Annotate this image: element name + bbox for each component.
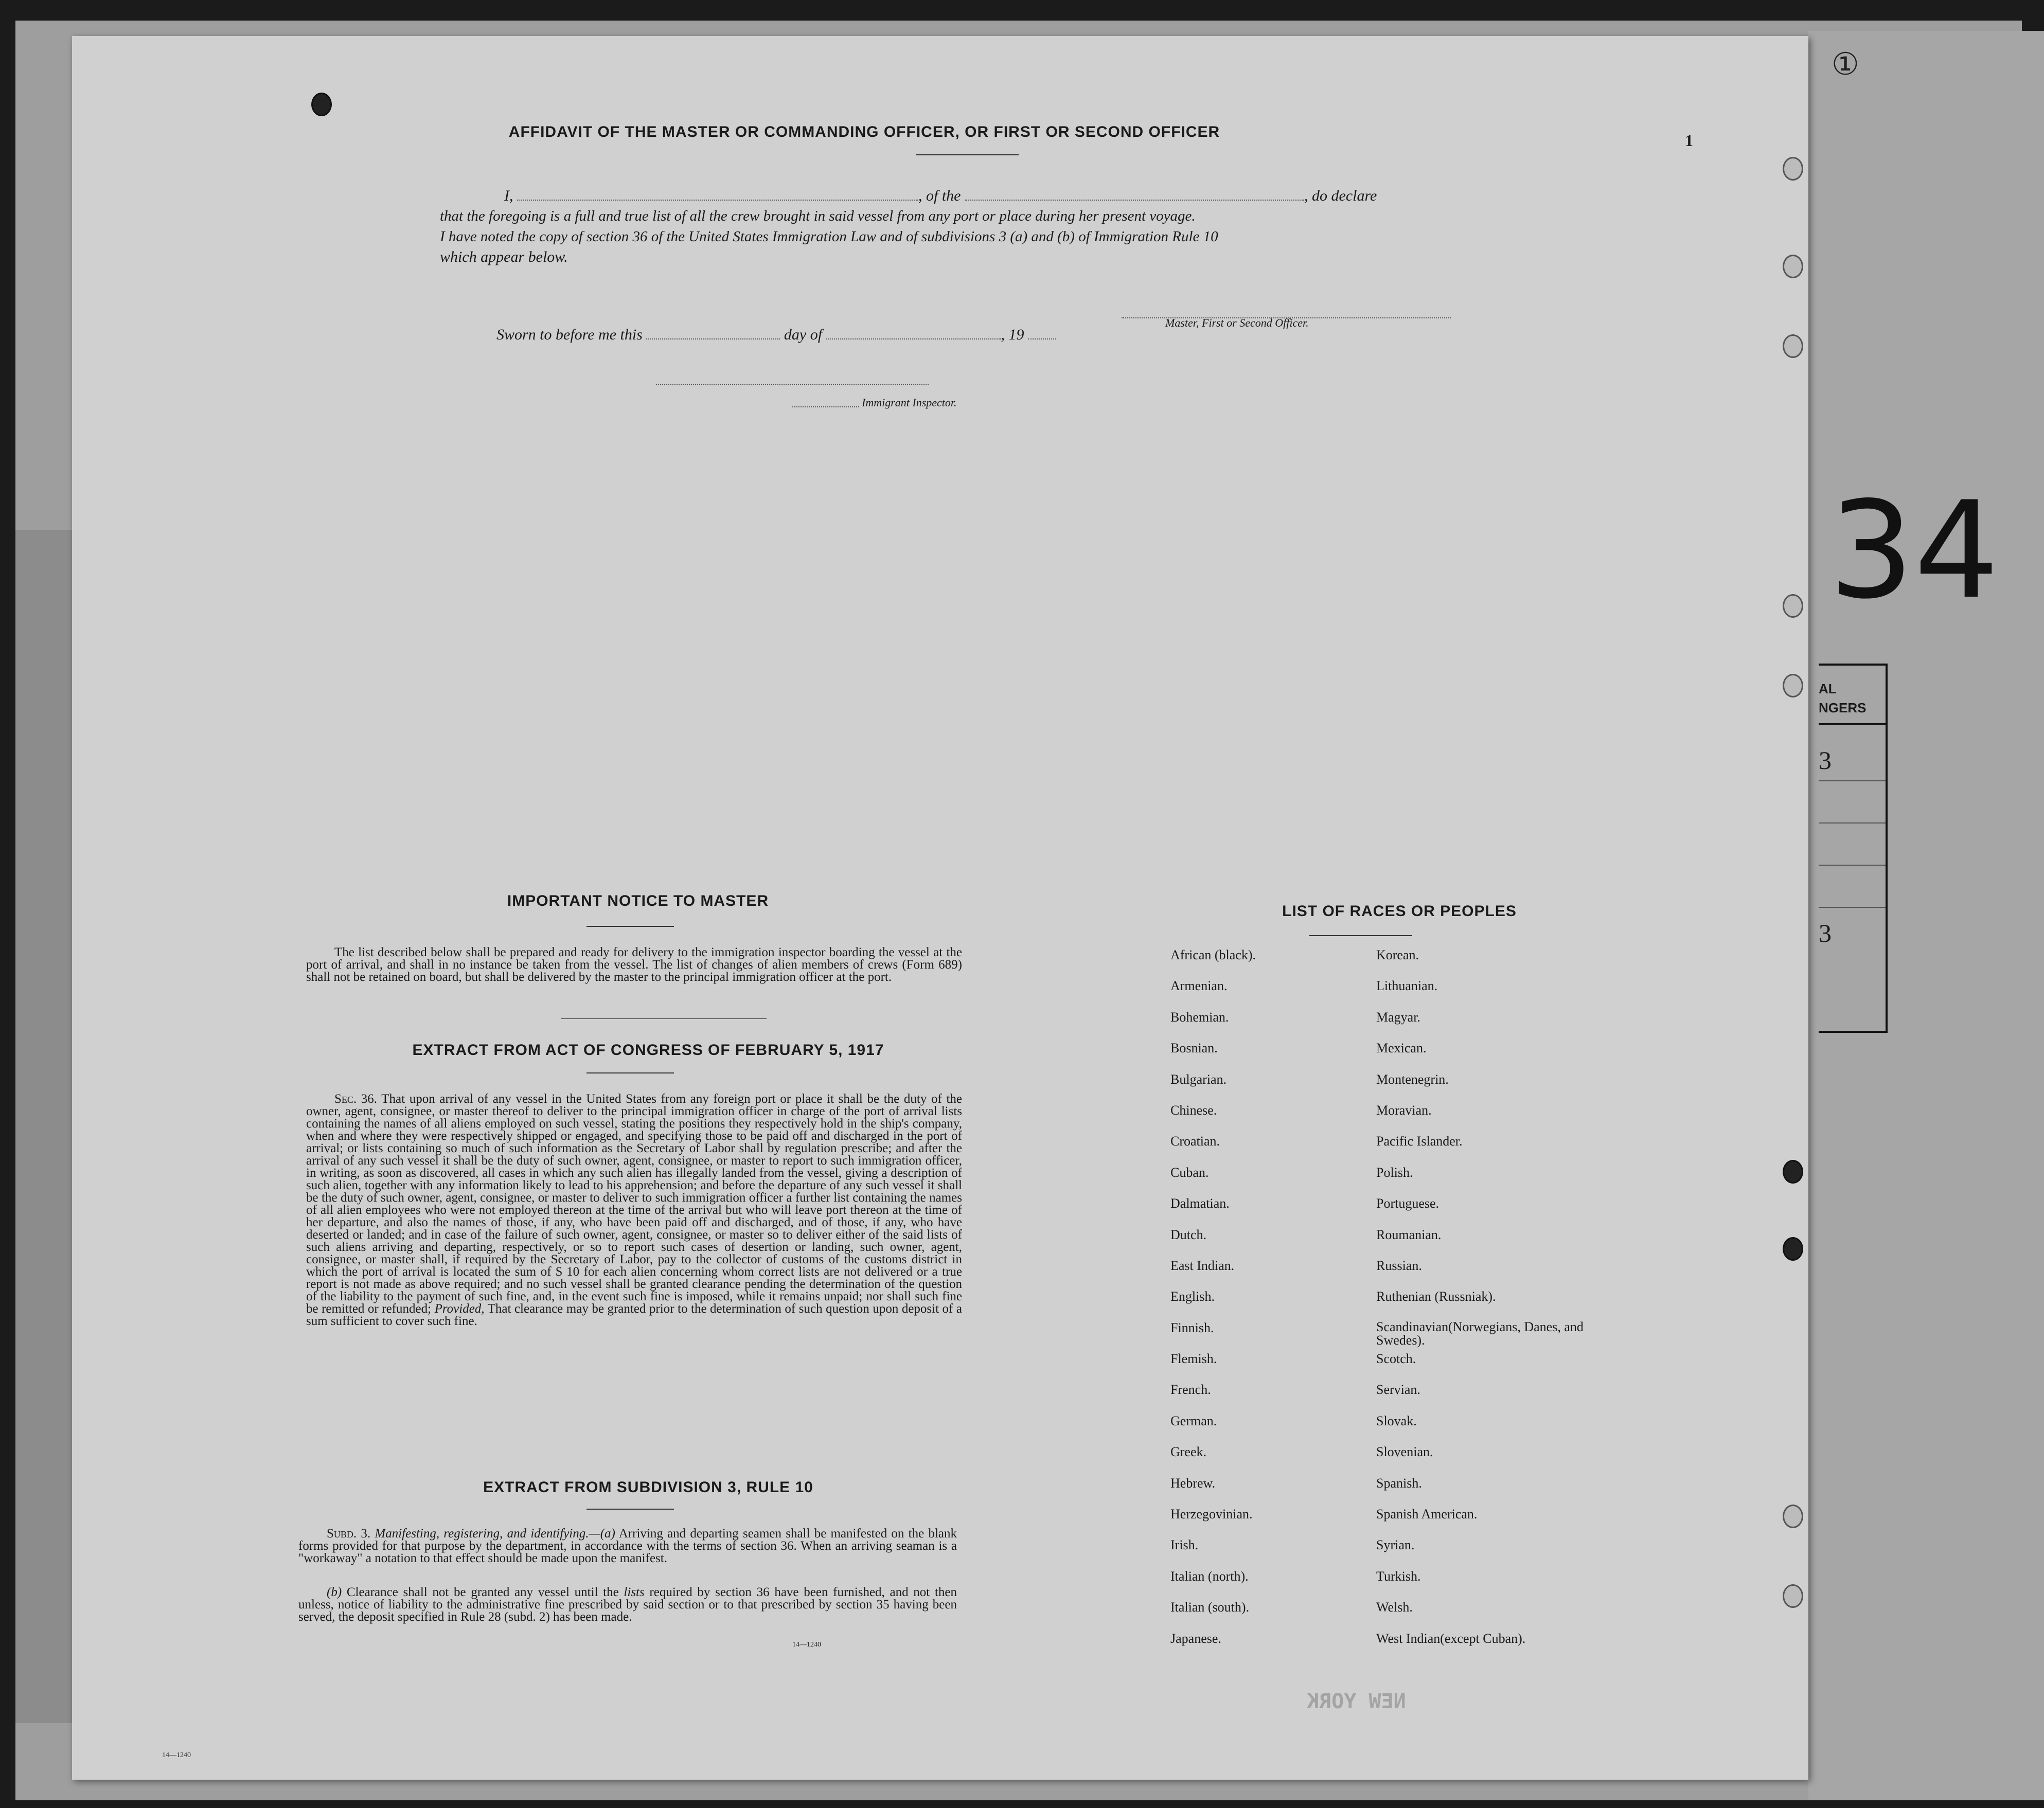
side-number: 34	[1829, 473, 1999, 629]
extract-act-provided: Provided,	[434, 1302, 485, 1316]
extract-rule-title: EXTRACT FROM SUBDIVISION 3, RULE 10	[483, 1479, 813, 1496]
side-table-row	[1819, 824, 1886, 866]
race-item: Turkish.	[1376, 1568, 1421, 1584]
race-item: Servian.	[1376, 1382, 1420, 1398]
race-item: Pacific Islander.	[1376, 1134, 1463, 1149]
race-item: Spanish.	[1376, 1475, 1422, 1491]
extract-act-body-end: That clearance may be granted prior to the determination of such question upon deposit of a sum sufficient to cover such fine.	[306, 1302, 962, 1328]
punch-hole	[1783, 157, 1803, 181]
race-item: Lithuanian.	[1376, 978, 1438, 994]
sworn-line	[496, 324, 1165, 345]
race-item: Hebrew.	[1170, 1475, 1216, 1491]
races-column-2	[1376, 947, 1613, 1662]
sworn-month-field[interactable]	[826, 324, 1001, 339]
day-of-label: day of	[784, 326, 823, 343]
adjacent-page	[1808, 31, 2044, 1800]
punch-hole	[1783, 674, 1803, 697]
extract-rule-text	[298, 1528, 957, 1565]
extract-act-sec-label: Sec. 36.	[334, 1092, 378, 1106]
race-item: African (black).	[1170, 947, 1256, 962]
race-item: Finnish.	[1170, 1320, 1214, 1335]
notice-separator	[561, 1018, 767, 1019]
race-item: Moravian.	[1376, 1102, 1432, 1118]
race-item: Magyar.	[1376, 1009, 1420, 1025]
race-item: Scotch.	[1376, 1351, 1416, 1367]
race-item: Herzegovinian.	[1170, 1507, 1253, 1522]
race-item: West Indian(except Cuban).	[1376, 1631, 1526, 1646]
extract-act-body: That upon arrival of any vessel in the United States from any foreign port or place it shall be the duty of the owner, agent, consignee, or master thereof to deliver to the principal immigration officer in charge of the port of arrival lists containing the names of all aliens employed on such vessel, stating the positions they respectively hold in the ship's company, when and where they were respectively shipped or engaged, and specifying those to be paid off and discharged in the port of arrival; or lists containing so much of such information as the Secretary of Labor shall by regulation prescribe; and after the arrival of any such vessel it shall be the duty of such owner, agent, consignee, or master to report to such immigration officer, in writing, as soon as discovered, all cases in which any such alien has illegally landed from the vessel, giving a description of such alien, together with any information likely to lead to his apprehension; and before the departure of any such vessel it shall be the duty of such owner, agent, consignee, or master to deliver to such immigration officer a further list containing the names of all alien employees who were not employed thereon at the time of the arrival but who will leave port thereon at the time of her departure, and also the names of those, if any, who have been paid off and discharged, and of those, if any, who have deserted or landed; and in case of the failure of such owner, agent, consignee, or master so to deliver either of the said lists of such aliens arriving and departing, respectively, or so to report such cases of desertion or landing, such owner, agent, consignee, or master shall, if required by the Secretary of Labor, pay to the collector of customs of the customs district in which the port of arrival is located the sum of $ 10 for each alien concerning whom correct lists are not delivered or a true report is not made as above required; and no such vessel shall be granted clearance pending the determination of the question of the liability to the payment of such fine, and, in the event such fine is imposed, while it remains unpaid; nor shall such fine be remitted or refunded;	[306, 1092, 963, 1316]
affidavit-do-declare-label: , do declare	[1304, 187, 1377, 204]
race-item: Cuban.	[1170, 1165, 1209, 1180]
master-signature-label: Master, First or Second Officer.	[1165, 316, 1309, 329]
race-item: Flemish.	[1170, 1351, 1217, 1367]
side-table-value-1: 3	[1819, 745, 1886, 781]
affidavit-line-1	[504, 185, 1497, 206]
side-table-row	[1819, 781, 1886, 824]
bottom-form-number: 14—1240	[162, 1751, 191, 1759]
race-item: Dutch.	[1170, 1227, 1207, 1242]
side-table-value-2: 3	[1819, 919, 1832, 947]
extract-act-text	[306, 1093, 962, 1328]
year-label: , 19	[1001, 326, 1024, 343]
race-item: Italian (north).	[1170, 1568, 1249, 1584]
race-item: Dalmatian.	[1170, 1196, 1230, 1211]
side-table-header-2: NGERS	[1819, 700, 1886, 725]
race-item: Spanish American.	[1376, 1507, 1478, 1522]
faint-stamp: NEW YORK	[1307, 1690, 1406, 1713]
race-item: Korean.	[1376, 947, 1419, 962]
race-item: Slovak.	[1376, 1413, 1417, 1428]
extract-rule-b-label: (b)	[327, 1585, 342, 1599]
sworn-day-field[interactable]	[646, 324, 780, 339]
side-table-row	[1819, 866, 1886, 908]
race-item: Mexican.	[1376, 1041, 1427, 1056]
manifest-page	[72, 36, 1808, 1780]
race-item: French.	[1170, 1382, 1211, 1398]
race-item: Italian (south).	[1170, 1600, 1250, 1615]
affidavit-line-3: I have noted the copy of section 36 of the United States Immigration Law and of subdivisions 3 (a) and (b) of Immigration Rule 10	[440, 228, 1218, 245]
sworn-label: Sworn to before me this	[496, 326, 643, 343]
sworn-year-field[interactable]	[1028, 324, 1056, 339]
side-table-header-1: AL	[1819, 681, 1837, 696]
extract-rule-b-1: Clearance shall not be granted any vessel until the	[346, 1585, 619, 1599]
race-item: Armenian.	[1170, 978, 1228, 994]
left-edge-sheet	[15, 530, 77, 1723]
race-item: English.	[1170, 1289, 1215, 1304]
punch-hole	[1783, 1160, 1803, 1184]
notice-title-rule	[586, 926, 674, 927]
extract-rule-subd-title: Manifesting, registering, and identifying.—(a)	[375, 1527, 615, 1541]
punch-hole	[1783, 255, 1803, 278]
race-item: Polish.	[1376, 1165, 1413, 1180]
vessel-name-field[interactable]	[965, 185, 1304, 201]
race-item: Syrian.	[1376, 1537, 1415, 1553]
race-item: German.	[1170, 1413, 1217, 1428]
extract-rule-text-b	[298, 1586, 957, 1623]
punch-hole	[1783, 594, 1803, 618]
notice-title: IMPORTANT NOTICE TO MASTER	[507, 892, 769, 909]
race-item: Welsh.	[1376, 1600, 1413, 1615]
race-item: Irish.	[1170, 1537, 1199, 1553]
extract-act-title-rule	[586, 1072, 674, 1073]
side-table	[1819, 664, 1888, 1033]
form-number: 14—1240	[792, 1641, 821, 1649]
affidavit-i-label: I,	[504, 187, 513, 204]
extract-rule-lists: lists	[624, 1585, 645, 1599]
races-column-1	[1170, 947, 1366, 1662]
declarant-name-field[interactable]	[517, 185, 918, 201]
affidavit-title-rule	[916, 154, 1019, 155]
extract-act-title: EXTRACT FROM ACT OF CONGRESS OF FEBRUARY 5, 1917	[412, 1042, 884, 1059]
inspector-dotted-lead	[792, 405, 859, 407]
race-item: Slovenian.	[1376, 1444, 1433, 1460]
affidavit-line-4: which appear below.	[440, 248, 568, 265]
race-item: Portuguese.	[1376, 1196, 1439, 1211]
race-item: Scandinavian(Norwegians, Danes, and Swedes).	[1376, 1319, 1584, 1348]
races-title-rule	[1309, 935, 1412, 936]
inspector-label: Immigrant Inspector.	[862, 396, 957, 409]
extract-rule-text-a: Arriving and departing seamen shall be manifested on the blank forms provided for that purpose by the department, in accordance with the terms of section 36. When an arriving seaman is a "workaway" a notation to that effect should be made upon the manifest.	[298, 1527, 957, 1565]
extract-rule-subd-label: Subd. 3.	[327, 1527, 371, 1541]
punch-hole	[1783, 1237, 1803, 1261]
race-item: Russian.	[1376, 1258, 1422, 1273]
affidavit-line-2: that the foregoing is a full and true list of all the crew brought in said vessel from any port or place during her present voyage.	[440, 208, 1196, 224]
page-number: 1	[1685, 131, 1693, 150]
punch-hole	[1783, 1505, 1803, 1528]
punch-hole	[311, 93, 332, 116]
extract-rule-b-2: required by section 36 have been furnished, and not then unless, notice of liability to the administrative fine prescribed by said section or to that prescribed by section 35 having been served, the deposit specified in Rule 28 (subd. 2) has been made.	[298, 1585, 957, 1624]
notice-text: The list described below shall be prepared and ready for delivery to the immigration inspector boarding the vessel at the port of arrival, and shall in no instance be taken from the vessel. The list of changes of alien members of crews (Form 689) shall not be retained on board, but shall be delivered by the master to the principal immigration officer at the port.	[306, 945, 962, 984]
affidavit-title: AFFIDAVIT OF THE MASTER OR COMMANDING OFFICER, OR FIRST OR SECOND OFFICER	[508, 123, 1220, 140]
races-title: LIST OF RACES OR PEOPLES	[1282, 903, 1517, 920]
punch-hole	[1783, 1584, 1803, 1608]
race-item: Croatian.	[1170, 1134, 1220, 1149]
margin-mark: ①	[1832, 47, 1859, 81]
race-item: Bohemian.	[1170, 1009, 1229, 1025]
race-item: Japanese.	[1170, 1631, 1221, 1646]
race-item: Ruthenian (Russniak).	[1376, 1289, 1496, 1304]
race-item: Montenegrin.	[1376, 1071, 1449, 1087]
inspector-signature-line[interactable]	[656, 383, 929, 385]
extract-rule-title-rule	[586, 1509, 674, 1510]
race-item: Bulgarian.	[1170, 1071, 1227, 1087]
affidavit-of-the-label: , of the	[918, 187, 961, 204]
race-item: Chinese.	[1170, 1102, 1217, 1118]
race-item: Greek.	[1170, 1444, 1207, 1460]
race-item: East Indian.	[1170, 1258, 1235, 1273]
race-item: Bosnian.	[1170, 1041, 1218, 1056]
punch-hole	[1783, 334, 1803, 358]
race-item: Roumanian.	[1376, 1227, 1442, 1242]
